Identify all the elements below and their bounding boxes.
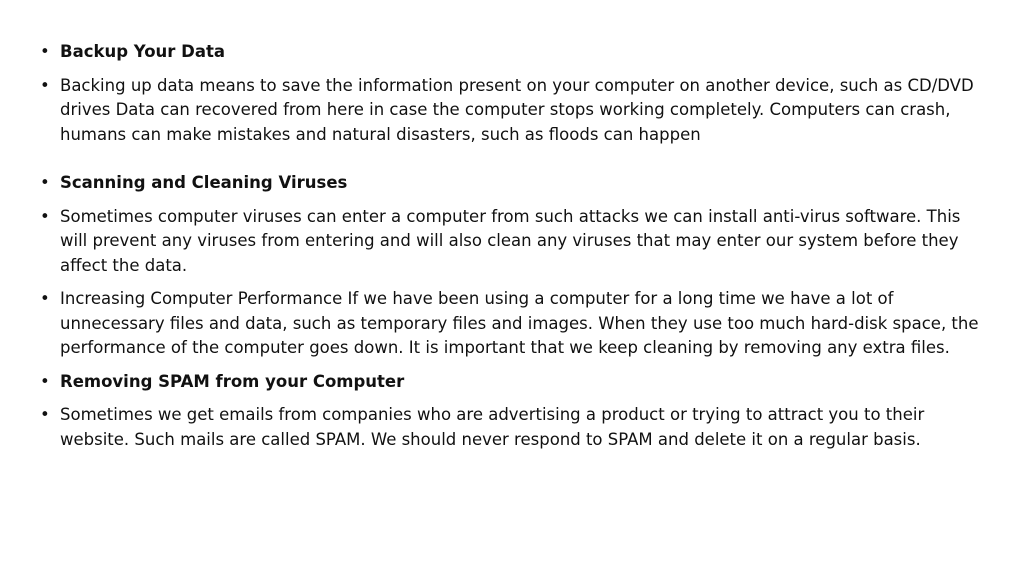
bullet-virus-description: [40, 205, 984, 279]
bullet-text: Backing up data means to save the information present on your computer on another device, such as CD/DVD drives Data can recovered from here in case the computer stops working completely. Computers can crash, humans can make mistakes and natural disasters, such as floods can happen: [60, 75, 974, 144]
bullet-spam-heading: [40, 370, 984, 395]
bullet-text: Removing SPAM from your Computer: [60, 371, 405, 391]
bullet-spam-description: [40, 403, 984, 452]
bullet-text: Backup Your Data: [60, 42, 226, 61]
bullet-virus-heading: [40, 171, 984, 196]
bullet-text: Scanning and Cleaning Viruses: [60, 173, 348, 192]
bullet-dot-icon: •: [40, 206, 50, 226]
bullet-dot-icon: •: [40, 75, 50, 95]
bullet-backup-description: [40, 74, 984, 148]
bullet-dot-icon: •: [40, 289, 50, 308]
bullet-dot-icon: •: [40, 173, 50, 192]
bullet-text: Increasing Computer Performance If we have been using a computer for a long time we have a lot of unnecessary files and data, such as temporary files and images. When they use too much hard-disk space, the performance of the computer goes down. It is important that we keep cleaning by removing any extra files.: [60, 289, 979, 357]
bullet-performance-description: [40, 287, 984, 361]
bullet-backup-heading: [40, 40, 984, 65]
bullet-text: Sometimes we get emails from companies who are advertising a product or trying to attract you to their website. Such mails are called SPAM. We should never respond to SPAM and delete it on a regular basis.: [60, 405, 925, 449]
bullet-dot-icon: •: [40, 42, 50, 61]
bullet-dot-icon: •: [40, 405, 50, 424]
bullet-text: Sometimes computer viruses can enter a computer from such attacks we can install anti-virus software. This will prevent any viruses from entering and will also clean any viruses that may enter our system before they affect the data.: [60, 206, 961, 275]
bullet-dot-icon: •: [40, 371, 50, 391]
bullet-list: [40, 40, 984, 452]
